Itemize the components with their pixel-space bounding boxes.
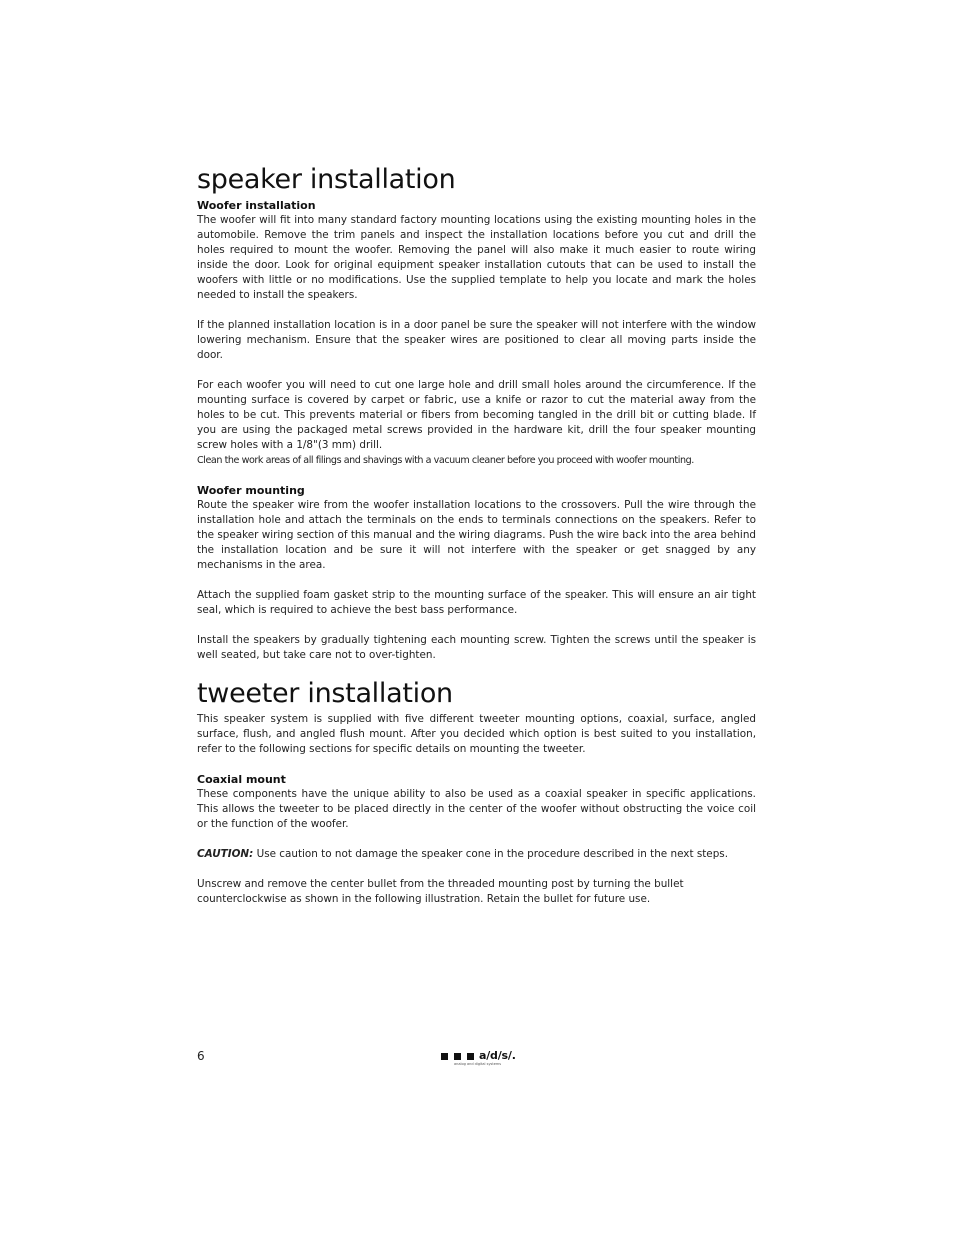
page-number: 6: [197, 1049, 205, 1063]
woofer-mounting-paragraph-3: Install the speakers by gradually tightening each mounting screw. Tighten the screws until the speaker is well seated, but take care not to over-tighten.: [197, 634, 756, 661]
logo-squares-icon: [441, 1053, 474, 1060]
woofer-installation-paragraph-3: For each woofer you will need to cut one large hole and drill small holes around the circumference. If the mounting surface is covered by carpet or fabric, use a knife or razor to cut the material away from the holes to be cut. This prevents material or fibers from becoming tangled in the drill bit or cutting blade. If you are using the packaged metal screws provided in the hardware kit, drill the four speaker mounting screw holes with a 1/8"(3 mm) drill.: [197, 379, 756, 451]
coaxial-mount-paragraph-2-line-1: Unscrew and remove the center bullet from the threaded mounting post by turning the bullet: [197, 878, 684, 890]
coaxial-mount-paragraph-2-line-2: counterclockwise as shown in the following illustration. Retain the bullet for future use.: [197, 893, 651, 905]
logo-text: a/d/s/.: [479, 1049, 516, 1062]
tweeter-installation-intro: This speaker system is supplied with five different tweeter mounting options, coaxial, surface, angled surface, flush, and angled flush mount. After you decided which option is best suited to you installation, refer to the following sections for specific details on mounting the tweeter.: [197, 713, 756, 755]
caution-text: Use caution to not damage the speaker cone in the procedure described in the next steps.: [253, 848, 729, 860]
coaxial-mount-paragraph-2: [197, 877, 756, 907]
speaker-installation-title: speaker installation: [197, 164, 456, 195]
logo-tagline: analog and digital systems: [454, 1062, 502, 1066]
woofer-mounting-heading: Woofer mounting: [197, 484, 305, 497]
caution-label: CAUTION:: [197, 848, 254, 860]
coaxial-mount-heading: Coaxial mount: [197, 773, 286, 786]
ads-logo: [441, 1050, 531, 1070]
woofer-installation-paragraph-2: If the planned installation location is in a door panel be sure the speaker will not interfere with the window lowering mechanism. Ensure that the speaker wires are positioned to clear all moving parts inside the door.: [197, 319, 756, 361]
caution-paragraph: [197, 847, 756, 862]
woofer-mounting-paragraph-2: Attach the supplied foam gasket strip to the mounting surface of the speaker. This will ensure an air tight seal, which is required to achieve the best bass performance.: [197, 589, 756, 616]
coaxial-mount-paragraph-1: These components have the unique ability to also be used as a coaxial speaker in specific applications. This allows the tweeter to be placed directly in the center of the woofer without obstructing the voice coil or the function of the woofer.: [197, 788, 756, 830]
tweeter-installation-title: tweeter installation: [197, 678, 453, 709]
page-content: [197, 162, 756, 907]
woofer-installation-heading: Woofer installation: [197, 199, 316, 212]
woofer-mounting-paragraph-1: Route the speaker wire from the woofer installation locations to the crossovers. Pull the wire through the installation hole and attach the terminals on the ends to terminals connections on the speakers. Refer to the speaker wiring section of this manual and the wiring diagrams. Push the wire back into the area behind the installation location and be sure it will not interfere with the speaker or get snagged by any mechanisms in the area.: [197, 499, 756, 571]
woofer-installation-paragraph-4: Clean the work areas of all filings and shavings with a vacuum cleaner before you proceed with woofer mounting.: [197, 455, 694, 466]
woofer-installation-paragraph-1: The woofer will fit into many standard factory mounting locations using the existing mounting holes in the automobile. Remove the trim panels and inspect the installation locations before you cut and drill the holes required to mount the woofer. Removing the panel will also make it much easier to route wiring inside the door. Look for original equipment speaker installation cutouts that can be used to install the woofers with little or no modifications. Use the supplied template to help you locate and mark the holes needed to install the speakers.: [197, 214, 756, 301]
